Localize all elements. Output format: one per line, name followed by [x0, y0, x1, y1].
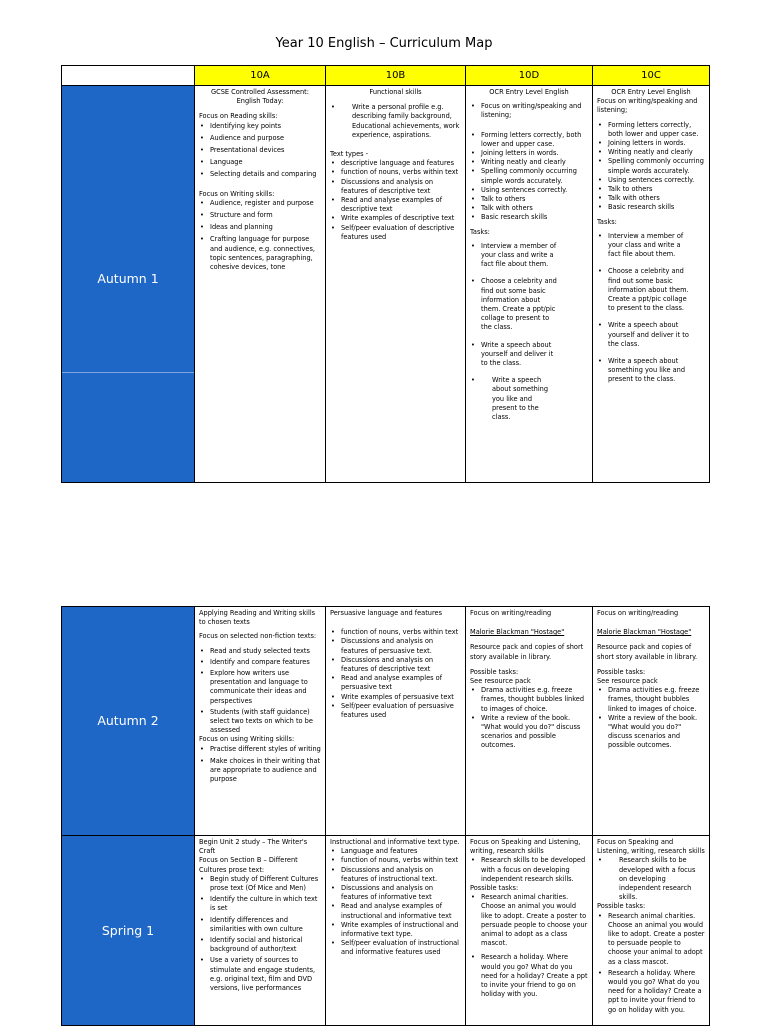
list-item: • Interview a member of your class and write a fact file about them. — [478, 242, 558, 270]
list-item: • Crafting language for purpose and audience, e.g. connectives, topic sentences, paragraphing, cohesive devices, tone — [207, 235, 321, 272]
list-item: • Joining letters in words. — [605, 139, 705, 148]
list-item: • Discussions and analysis on features of descriptive text — [338, 178, 461, 196]
book-title: Malorie Blackman "Hostage" — [597, 628, 692, 637]
reading-list — [199, 122, 321, 180]
writing-list — [199, 745, 321, 785]
list-item: • Identify and compare features — [207, 658, 321, 667]
list-item: • Write examples of descriptive text — [338, 214, 461, 223]
list-item: • Discussions and analysis on features of persuasive text. — [338, 637, 461, 655]
list-item: • Research skills to be developed with a focus on developing independent research skills. — [605, 856, 705, 902]
list-item: • Ideas and planning — [207, 223, 321, 232]
list-item: • Audience and purpose — [207, 134, 321, 143]
list-item: • Identify the culture in which text is set — [207, 895, 321, 913]
tasks-list — [470, 242, 588, 422]
resource-text: Resource pack and copies of short story available in library. — [597, 643, 698, 661]
autumn2-10a-cell — [195, 607, 326, 836]
list-item: • Basic research skills — [605, 203, 705, 212]
list-item: • Research skills to be developed with a focus on developing independent research skills. — [478, 856, 588, 884]
list-item: • Make choices in their writing that are appropriate to audience and purpose — [207, 757, 321, 785]
row-label-autumn-1 — [62, 86, 195, 483]
header-row — [62, 66, 710, 86]
tasks-title: Possible tasks: — [470, 667, 519, 676]
cell-subheading: English Today: — [236, 97, 284, 106]
autumn2-10b-cell — [326, 607, 466, 836]
list-item: • Discussions and analysis on features of instructional text. — [338, 866, 461, 884]
row-spring-1 — [62, 836, 710, 1026]
list-item: • Choose a celebrity and find out some basic information about them. Create a ppt/pic collage to present to the class. — [605, 267, 693, 313]
list-item: • Drama activities e.g. freeze frames, thought bubbles linked to images of choice. — [605, 686, 705, 714]
curriculum-table-top — [61, 65, 710, 483]
list-item: • Students (with staff guidance) select two texts on which to be assessed — [207, 708, 321, 736]
reading-title: Focus on Reading skills: — [199, 112, 278, 121]
tasks-title: Tasks: — [470, 227, 490, 236]
book-title: Malorie Blackman "Hostage" — [470, 628, 565, 637]
tasks-title: Possible tasks: — [470, 884, 519, 893]
list-item: • Focus on writing/speaking and listening; — [478, 102, 588, 120]
row-autumn-1 — [62, 86, 710, 483]
curriculum-table-bottom — [61, 606, 710, 1026]
cell-heading: GCSE Controlled Assessment: — [211, 88, 309, 96]
list-item: • Self/peer evaluation of instructional and informative features used — [338, 939, 461, 957]
cell-heading: Functional skills — [369, 88, 422, 96]
row-label-autumn-2: Autumn 2 — [62, 607, 195, 836]
list-item: • Begin study of Different Cultures prose text (Of Mice and Men) — [207, 875, 321, 893]
row-label-spring-1: Spring 1 — [62, 836, 195, 1026]
resource-pack-text: See resource pack — [597, 677, 658, 686]
list-item: • Presentational devices — [207, 146, 321, 155]
list-item: • Language — [207, 158, 321, 167]
focus-list — [470, 102, 588, 120]
list-item: • Choose a celebrity and find out some basic information about them. Create a ppt/pic collage to present to the class. — [478, 277, 558, 332]
list-item: • Write a review of the book. "What would you do?" discuss scenarios and possible outcomes. — [605, 714, 705, 751]
list-item: • Language and features — [338, 847, 461, 856]
list-item: • Selecting details and comparing — [207, 170, 321, 179]
list-item: • Write examples of persuasive text — [338, 693, 461, 702]
list-item: • Read and analyse examples of instructional and informative text — [338, 902, 461, 920]
list-item: • Using sentences correctly. — [478, 186, 588, 195]
text-types-list — [330, 159, 461, 242]
list-item: • Write a speech about something you like and present to the class. — [605, 357, 693, 385]
text-types-title: Text types - — [330, 150, 369, 159]
list-item: • Writing neatly and clearly — [478, 158, 588, 167]
intro-list — [330, 103, 461, 140]
list-item: • Read and analyse examples of descriptive text — [338, 196, 461, 214]
cell-heading: OCR Entry Level English — [489, 88, 569, 96]
list-item: • Read and analyse examples of persuasive text — [338, 674, 461, 692]
header-blank-cell — [62, 66, 195, 86]
list-item: • Identify differences and similarities with own culture — [207, 916, 321, 934]
spring1-10c-cell — [593, 836, 710, 1026]
features-list — [330, 628, 461, 720]
resource-text: Resource pack and copies of short story available in library. — [470, 643, 584, 661]
cell-heading: Persuasive language and features — [330, 609, 443, 617]
list-item: • Interview a member of your class and write a fact file about them. — [605, 232, 693, 260]
list-item: • descriptive language and features — [338, 159, 461, 168]
list-item: • Talk to others — [605, 185, 705, 194]
tasks-list — [597, 232, 705, 385]
list-item: • Talk to others — [478, 195, 588, 204]
list-item: • Writing neatly and clearly — [605, 148, 705, 157]
autumn1-10a-cell — [195, 86, 326, 483]
tasks-title: Possible tasks: — [597, 667, 646, 676]
resource-pack-text: See resource pack — [470, 677, 531, 686]
autumn1-10c-cell — [593, 86, 710, 483]
list-item: • Practise different styles of writing — [207, 745, 321, 754]
writing-title: Focus on Writing skills: — [199, 189, 275, 198]
list-item: • Joining letters in words. — [478, 149, 588, 158]
list-item: • function of nouns, verbs within text — [338, 168, 461, 177]
writing-list — [199, 199, 321, 272]
row-label-divider — [62, 372, 194, 373]
skills-list — [470, 856, 588, 884]
list-item: • Read and study selected texts — [207, 647, 321, 656]
intro-text: Applying Reading and Writing skills to chosen texts — [199, 609, 316, 627]
header-10c: 10C — [593, 66, 710, 86]
list-item: • Basic research skills — [478, 213, 588, 222]
list-item: • Spelling commonly occurring simple words accurately. — [605, 157, 705, 175]
header-10d: 10D — [466, 66, 593, 86]
header-10b: 10B — [326, 66, 466, 86]
list-item: • Write a speech about yourself and deliver it to the class. — [478, 341, 558, 369]
list-item: • Identify social and historical background of author/text — [207, 936, 321, 954]
tasks-list — [470, 893, 588, 999]
list-item: • Write a personal profile e.g. describing family background, Educational achievements, work experience, aspirations. — [338, 103, 461, 140]
tasks-list — [597, 912, 705, 1015]
list-item: • Research a holiday. Where would you go? What do you need for a holiday? Create a ppt to invite your friend to go on holiday with you. — [605, 969, 705, 1015]
focus-text: Focus on Speaking and Listening, writing, research skills — [597, 838, 705, 856]
list-item: • function of nouns, verbs within text — [338, 856, 461, 865]
list-item: • Talk with others — [478, 204, 588, 213]
autumn1-10b-cell — [326, 86, 466, 483]
autumn-1-label: Autumn 1 — [97, 271, 159, 286]
culture-list — [199, 875, 321, 993]
header-10a: 10A — [195, 66, 326, 86]
list-item: • Identifying key points — [207, 122, 321, 131]
row-autumn-2 — [62, 607, 710, 836]
list-item: • Write a speech about something you like and present to the class. — [478, 376, 558, 422]
list-item: • Write a review of the book. "What would you do?" discuss scenarios and possible outcomes. — [478, 714, 588, 751]
writing-title: Focus on using Writing skills: — [199, 735, 295, 744]
focus-text: Focus on writing/reading — [470, 609, 552, 617]
features-list — [330, 847, 461, 957]
list-item: • Forming letters correctly, both lower and upper case. — [478, 131, 588, 149]
list-item: • Explore how writers use presentation and language to communicate their ideas and perspectives — [207, 669, 321, 706]
spring1-10a-cell — [195, 836, 326, 1026]
cell-heading: Instructional and informative text type. — [330, 838, 460, 846]
tasks-list — [470, 686, 588, 750]
list-item: • Discussions and analysis on features of descriptive text — [338, 656, 461, 674]
skills-list — [597, 121, 705, 213]
focus-text: Focus on writing/speaking and listening; — [597, 97, 698, 115]
skills-list — [597, 856, 705, 902]
list-item: • Forming letters correctly, both lower and upper case. — [605, 121, 705, 139]
list-item: • function of nouns, verbs within text — [338, 628, 461, 637]
list-item: • Use a variety of sources to stimulate and engage students, e.g. original text, film and DVD versions, live performances — [207, 956, 321, 993]
tasks-title: Tasks: — [597, 217, 617, 226]
list-item: • Self/peer evaluation of persuasive features used — [338, 702, 461, 720]
list-item: • Discussions and analysis on features of informative text — [338, 884, 461, 902]
list-item: • Talk with others — [605, 194, 705, 203]
list-item: • Research animal charities. Choose an animal you would like to adopt. Create a poster to persuade people to choose your animal to adopt as a class mascot. — [478, 893, 588, 948]
skills-list — [470, 131, 588, 223]
spring1-10d-cell — [466, 836, 593, 1026]
page-title: Year 10 English – Curriculum Map — [275, 36, 493, 51]
autumn2-10c-cell — [593, 607, 710, 836]
intro-text: Begin Unit 2 study – The Writer's Craft — [199, 838, 308, 856]
focus-text: Focus on writing/reading — [597, 609, 679, 617]
tasks-list — [597, 686, 705, 750]
list-item: • Audience, register and purpose — [207, 199, 321, 208]
list-item: • Spelling commonly occurring simple words accurately. — [478, 167, 588, 185]
list-item: • Write a speech about yourself and deliver it to the class. — [605, 321, 693, 349]
nonfiction-list — [199, 647, 321, 736]
focus-text: Focus on Speaking and Listening, writing, research skills — [470, 838, 581, 856]
autumn2-10d-cell — [466, 607, 593, 836]
focus-text: Focus on Section B – Different Cultures prose text: — [199, 856, 298, 874]
list-item: • Research a holiday. Where would you go? What do you need for a holiday? Create a ppt to invite your friend to go on holiday with you. — [478, 953, 588, 999]
list-item: • Using sentences correctly. — [605, 176, 705, 185]
spring1-10b-cell — [326, 836, 466, 1026]
tasks-title: Possible tasks: — [597, 902, 646, 911]
list-item: • Drama activities e.g. freeze frames, thought bubbles linked to images of choice. — [478, 686, 588, 714]
cell-heading: OCR Entry Level English — [611, 88, 691, 96]
autumn1-10d-cell — [466, 86, 593, 483]
list-item: • Research animal charities. Choose an animal you would like to adopt. Create a poster to persuade people to choose your animal to adopt as a class mascot. — [605, 912, 705, 967]
list-item: • Structure and form — [207, 211, 321, 220]
nonfiction-title: Focus on selected non-fiction texts: — [199, 632, 317, 641]
list-item: • Self/peer evaluation of descriptive features used — [338, 224, 461, 242]
list-item: • Write examples of instructional and informative text type. — [338, 921, 461, 939]
